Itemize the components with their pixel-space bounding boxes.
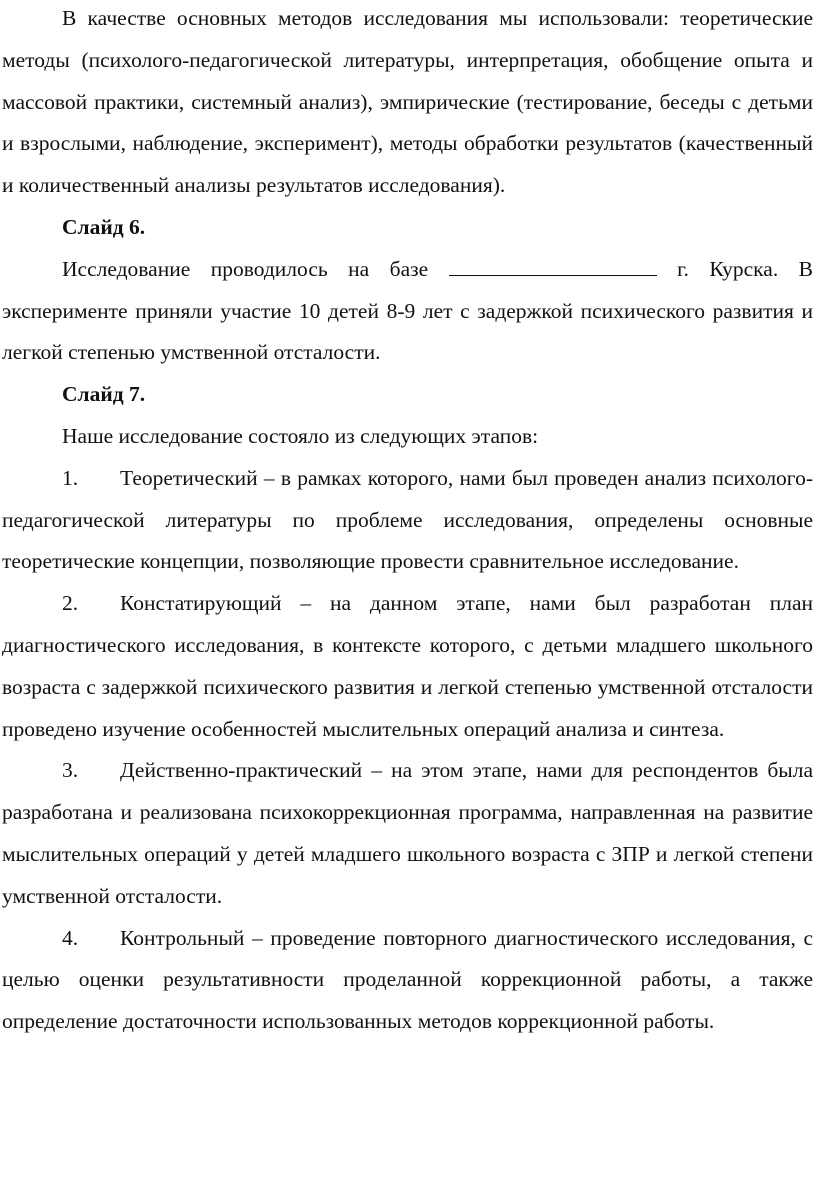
stage-number: 4. — [62, 925, 79, 950]
research-participants-text: г. Курска. В эксперименте приняли участие 10 детей 8-9 лет с задержкой психического развития и легкой степенью умственной отсталости. — [2, 256, 814, 365]
stage-text: Действенно-практический – на этом этапе, нами для респондентов была разработана и реализована психокоррекционная программа, направленная на развитие мыслительных операций у детей младшего школьного возраста с ЗПР и легкой степени умственной отсталости. — [2, 758, 813, 908]
stage-item — [2, 583, 813, 750]
fill-in-blank-line — [449, 253, 657, 276]
slide-6-heading: Слайд 6. — [62, 214, 146, 239]
research-base-text: Исследование проводилось на базе — [62, 256, 429, 281]
stage-item — [2, 458, 813, 583]
research-base-paragraph — [2, 249, 813, 374]
stage-number: 3. — [62, 758, 79, 783]
stage-text: Теоретический – в рамках которого, нами был проведен анализ психолого-педагогической литературы по проблеме исследования, определены основные теоретические концепции, позволяющие провести сравнительное исследование. — [2, 465, 813, 574]
slide-7-heading: Слайд 7. — [62, 382, 146, 407]
stage-item — [2, 918, 813, 1043]
stage-number: 1. — [62, 465, 79, 490]
stages-intro: Наше исследование состояло из следующих этапов: — [62, 423, 539, 448]
stage-item — [2, 750, 813, 917]
stage-text: Контрольный – проведение повторного диагностического исследования, с целью оценки результативности проделанной коррекционной работы, а также определение достаточности использованных методов коррекционной работы. — [2, 925, 813, 1034]
stage-number: 2. — [62, 591, 79, 616]
methods-paragraph: В качестве основных методов исследования мы использовали: теоретические методы (психолого-педагогической литературы, интерпретация, обобщение опыта и массовой практики, системный анализ), эмпирические (тестирование, беседы с детьми и взрослыми, наблюдение, эксперимент), методы обработки результатов (качественный и количественный анализы результатов исследования). — [2, 6, 813, 198]
stage-text: Констатирующий – на данном этапе, нами был разработан план диагностического исследования, в контексте которого, с детьми младшего школьного возраста с задержкой психического развития и легкой степенью умственной отсталости проведено изучение особенностей мыслительных операций анализа и синтеза. — [2, 591, 813, 741]
